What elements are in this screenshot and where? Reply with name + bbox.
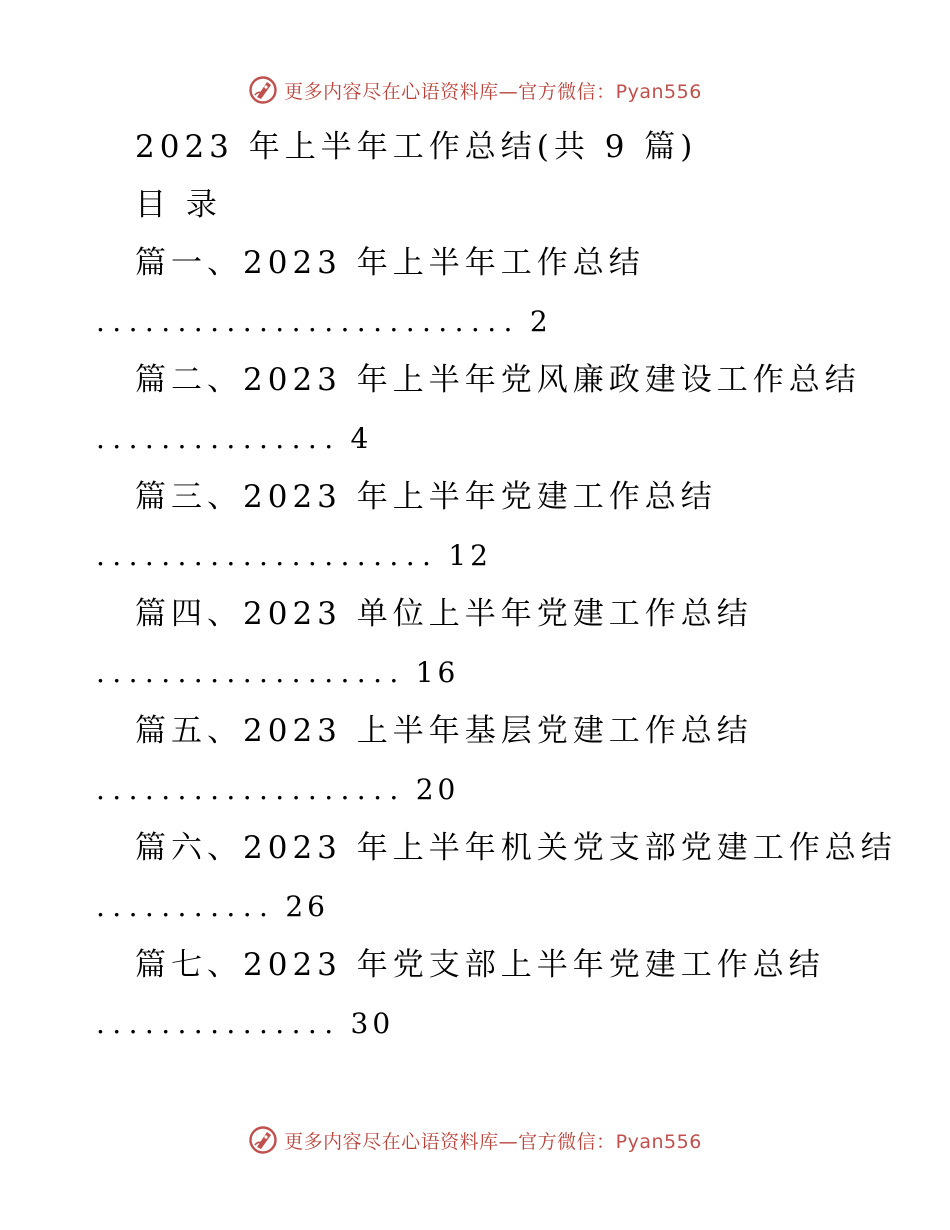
dot-leader: .......................... [96, 305, 520, 338]
footer-banner [0, 1120, 950, 1160]
banner-text: 更多内容尽在心语资料库—官方微信：Pyan556 [284, 1130, 702, 1153]
toc-entry-title: 篇五、2023 上半年基层党建工作总结 [135, 713, 753, 749]
dot-leader: ................... [96, 773, 406, 806]
toc-page-number: 16 [415, 656, 460, 689]
toc-entry-leader-line [96, 1004, 394, 1044]
toc-heading: 目 录 [135, 187, 222, 223]
dot-leader: ..................... [96, 539, 439, 572]
dot-leader: ............... [96, 1007, 341, 1040]
banner-handle: Pyan556 [615, 1130, 702, 1153]
toc-entry-leader-line [96, 653, 459, 693]
dot-leader: ............... [96, 422, 341, 455]
dot-leader: ........... [96, 890, 276, 923]
banner-text: 更多内容尽在心语资料库—官方微信：Pyan556 [284, 80, 702, 103]
toc-page-number: 4 [350, 422, 373, 455]
toc-entry-title: 篇六、2023 年上半年机关党支部党建工作总结 [135, 830, 897, 866]
document-title: 2023 年上半年工作总结(共 9 篇) [135, 129, 698, 165]
dot-leader: ................... [96, 656, 406, 689]
toc-entry-leader-line [96, 419, 372, 459]
toc-entry-title: 篇七、2023 年党支部上半年党建工作总结 [135, 947, 825, 983]
header-banner [0, 70, 950, 110]
toc-entry-leader-line [96, 770, 459, 810]
toc-page-number: 26 [285, 890, 329, 923]
toc-entry-leader-line [96, 302, 552, 342]
toc-entry-title: 篇四、2023 单位上半年党建工作总结 [135, 596, 753, 632]
pen-nib-logo-icon [248, 75, 278, 105]
toc-page-number: 12 [448, 539, 492, 572]
toc-entry-leader-line [96, 887, 329, 927]
pen-nib-logo-icon [248, 1125, 278, 1155]
toc-page-number: 30 [350, 1007, 395, 1040]
toc-entry-title: 篇一、2023 年上半年工作总结 [135, 245, 645, 281]
toc-entry-leader-line [96, 536, 492, 576]
toc-page-number: 2 [529, 305, 552, 338]
toc-entry-title: 篇三、2023 年上半年党建工作总结 [135, 479, 717, 515]
banner-handle: Pyan556 [615, 80, 702, 103]
toc-entry-title: 篇二、2023 年上半年党风廉政建设工作总结 [135, 362, 861, 398]
toc-page-number: 20 [415, 773, 460, 806]
